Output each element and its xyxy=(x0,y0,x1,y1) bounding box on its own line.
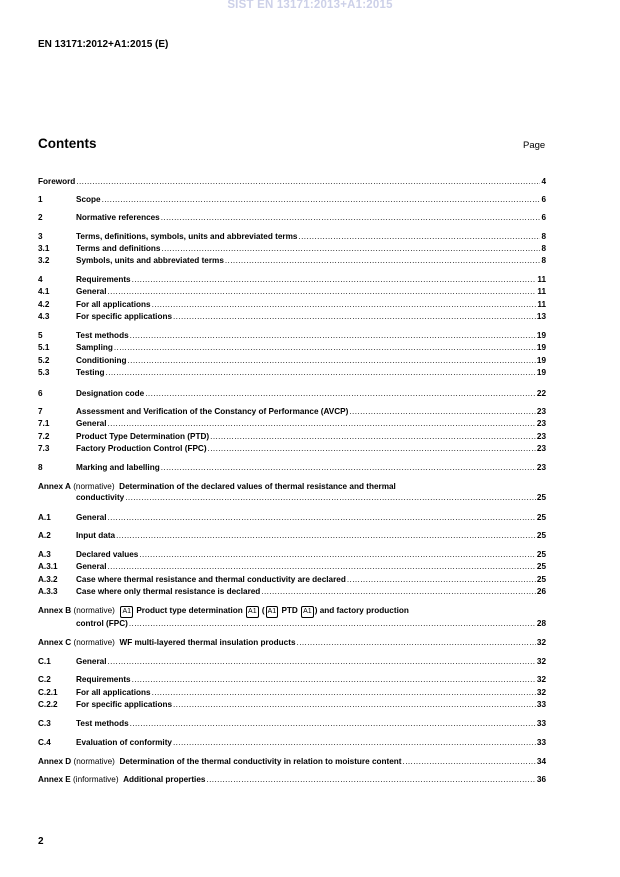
toc-entry-7-1[interactable]: 7.1 General ..... 23 xyxy=(38,419,546,430)
a1-end-mark: A1 xyxy=(246,606,259,619)
toc-entry-a-2[interactable]: A.2 Input data ..... 25 xyxy=(38,531,546,542)
toc-entry-4-1[interactable]: 4.1 General ..... 11 xyxy=(38,287,546,298)
toc-entry-annex-b[interactable]: Annex B (normative) A1 Product type determination A1 ( A1 PTD A1 ) and factory production control (FPC) ..... 28 xyxy=(38,606,546,629)
toc-entry-7-2[interactable]: 7.2 Product Type Determination (PTD) ..... 23 xyxy=(38,432,546,443)
toc-entry-5-3[interactable]: 5.3 Testing ..... 19 xyxy=(38,368,546,379)
toc-entry-4-3[interactable]: 4.3 For specific applications ..... 13 xyxy=(38,312,546,323)
page-number: 2 xyxy=(38,836,44,847)
toc-entry-a-3-1[interactable]: A.3.1 General ..... 25 xyxy=(38,562,546,573)
toc-entry-2[interactable]: 2 Normative references ..... 6 xyxy=(38,213,546,224)
toc-entry-c-2[interactable]: C.2 Requirements ..... 32 xyxy=(38,675,546,686)
toc-entry-c-2-2[interactable]: C.2.2 For specific applications ..... 33 xyxy=(38,700,546,711)
toc-entry-c-4[interactable]: C.4 Evaluation of conformity ..... 33 xyxy=(38,738,546,749)
toc-entry-3-2[interactable]: 3.2 Symbols, units and abbreviated terms ..... 8 xyxy=(38,256,546,267)
toc-entry-7[interactable]: 7 Assessment and Verification of the Constancy of Performance (AVCP) ..... 23 xyxy=(38,407,546,418)
a1-end-mark: A1 xyxy=(301,606,314,619)
toc-entry-annex-e[interactable]: Annex E (informative) Additional properties ..... 36 xyxy=(38,775,546,786)
page-column-label: Page xyxy=(523,140,546,151)
toc-entry-3-1[interactable]: 3.1 Terms and definitions ..... 8 xyxy=(38,244,546,255)
watermark: SIST EN 13171:2013+A1:2015 xyxy=(227,0,393,11)
toc-entry-5[interactable]: 5 Test methods ..... 19 xyxy=(38,331,546,342)
contents-title: Contents xyxy=(38,136,97,151)
toc-entry-5-1[interactable]: 5.1 Sampling ..... 19 xyxy=(38,343,546,354)
toc-entry-4[interactable]: 4 Requirements ..... 11 xyxy=(38,275,546,286)
toc-entry-a-3-2[interactable]: A.3.2 Case where thermal resistance and thermal conductivity are declared ..... 25 xyxy=(38,575,546,586)
toc-entry-a-3[interactable]: A.3 Declared values ..... 25 xyxy=(38,550,546,561)
toc-entry-a-3-3[interactable]: A.3.3 Case where only thermal resistance is declared ..... 26 xyxy=(38,587,546,598)
toc-entry-annex-a[interactable]: Annex A (normative) Determination of the declared values of thermal resistance and thermal conductivity ..... 25 xyxy=(38,482,546,503)
toc-entry-5-2[interactable]: 5.2 Conditioning ..... 19 xyxy=(38,356,546,367)
a1-start-mark: A1 xyxy=(120,606,133,619)
toc-entry-6[interactable]: 6 Designation code ..... 22 xyxy=(38,389,546,400)
toc-entry-7-3[interactable]: 7.3 Factory Production Control (FPC) ..... 23 xyxy=(38,444,546,455)
standard-header: EN 13171:2012+A1:2015 (E) xyxy=(38,39,169,50)
toc-entry-8[interactable]: 8 Marking and labelling ..... 23 xyxy=(38,463,546,474)
toc-entry-annex-c[interactable]: Annex C (normative) WF multi-layered thermal insulation products ..... 32 xyxy=(38,638,546,649)
toc-entry-4-2[interactable]: 4.2 For all applications ..... 11 xyxy=(38,300,546,311)
toc-entry-foreword[interactable]: Foreword ..... 4 xyxy=(38,177,546,188)
toc-entry-c-1[interactable]: C.1 General ..... 32 xyxy=(38,657,546,668)
toc-entry-c-3[interactable]: C.3 Test methods ..... 33 xyxy=(38,719,546,730)
toc-entry-c-2-1[interactable]: C.2.1 For all applications ..... 32 xyxy=(38,688,546,699)
a1-start-mark: A1 xyxy=(266,606,279,619)
toc-entry-3[interactable]: 3 Terms, definitions, symbols, units and abbreviated terms ..... 8 xyxy=(38,232,546,243)
toc-entry-1[interactable]: 1 Scope ..... 6 xyxy=(38,195,546,206)
toc-entry-annex-d[interactable]: Annex D (normative) Determination of the thermal conductivity in relation to moisture content ..... 34 xyxy=(38,757,546,768)
toc-entry-a-1[interactable]: A.1 General ..... 25 xyxy=(38,513,546,524)
